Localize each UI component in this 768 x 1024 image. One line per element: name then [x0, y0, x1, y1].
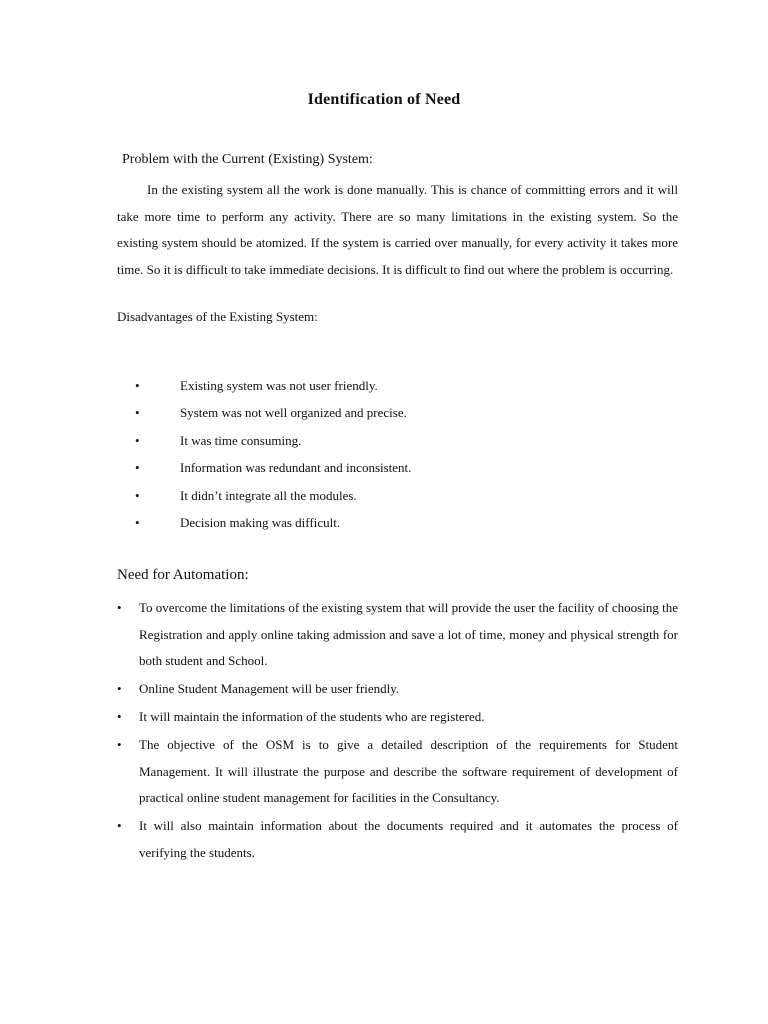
list-item — [117, 732, 678, 812]
automation-heading: Need for Automation: — [117, 567, 249, 583]
bullet-icon: • — [117, 709, 122, 724]
bullet-icon: • — [135, 460, 140, 476]
bullet-icon: • — [135, 514, 140, 530]
bullet-icon: • — [135, 432, 140, 448]
bullet-icon: • — [117, 737, 122, 752]
bullet-icon: • — [135, 405, 140, 421]
list-item-text: It didn’t integrate all the modules. — [180, 487, 357, 503]
problem-heading: Problem with the Current (Existing) System: — [122, 152, 373, 167]
bullet-icon: • — [135, 487, 140, 503]
list-item — [117, 676, 678, 703]
intro-paragraph: In the existing system all the work is done manually. This is chance of committing errors and it will take more time to perform any activity. There are so many limitations in the existing system. So the existing system should be atomized. If the system is carried over manually, for every activity it takes more time. So it is difficult to take immediate decisions. It is difficult to find out where the problem is occurring. — [117, 182, 678, 277]
bullet-icon: • — [117, 818, 122, 833]
list-item — [117, 704, 678, 731]
list-item-text: It will also maintain information about the documents required and it automates the process of verifying the students. — [139, 818, 678, 860]
bullet-icon: • — [135, 378, 140, 393]
automation-list — [117, 595, 678, 868]
list-item-text: To overcome the limitations of the existing system that will provide the user the facility of choosing the Registration and apply online taking admission and save a lot of time, money and physical strength for both student and School. — [139, 600, 678, 668]
disadvantages-label: Disadvantages of the Existing System: — [117, 309, 318, 324]
list-item-text: System was not well organized and precise. — [180, 405, 407, 421]
list-item — [117, 813, 678, 866]
list-item-text: Online Student Management will be user friendly. — [139, 681, 400, 696]
bullet-icon: • — [117, 600, 122, 615]
list-item-text: Information was redundant and inconsistent. — [180, 460, 412, 476]
list-item-text: It will maintain the information of the students who are registered. — [139, 709, 485, 724]
list-item-text: Decision making was difficult. — [180, 514, 341, 530]
page-title: Identification of Need — [307, 91, 461, 108]
bullet-icon: • — [117, 681, 122, 696]
list-item-text: Existing system was not user friendly. — [180, 378, 378, 393]
list-item-text: It was time consuming. — [180, 432, 302, 448]
list-item — [117, 595, 678, 675]
list-item-text: The objective of the OSM is to give a detailed description of the requirements for Student Management. It will illustrate the purpose and describe the software requirement of development of practical online student management for facilities in the Consultancy. — [139, 737, 678, 805]
